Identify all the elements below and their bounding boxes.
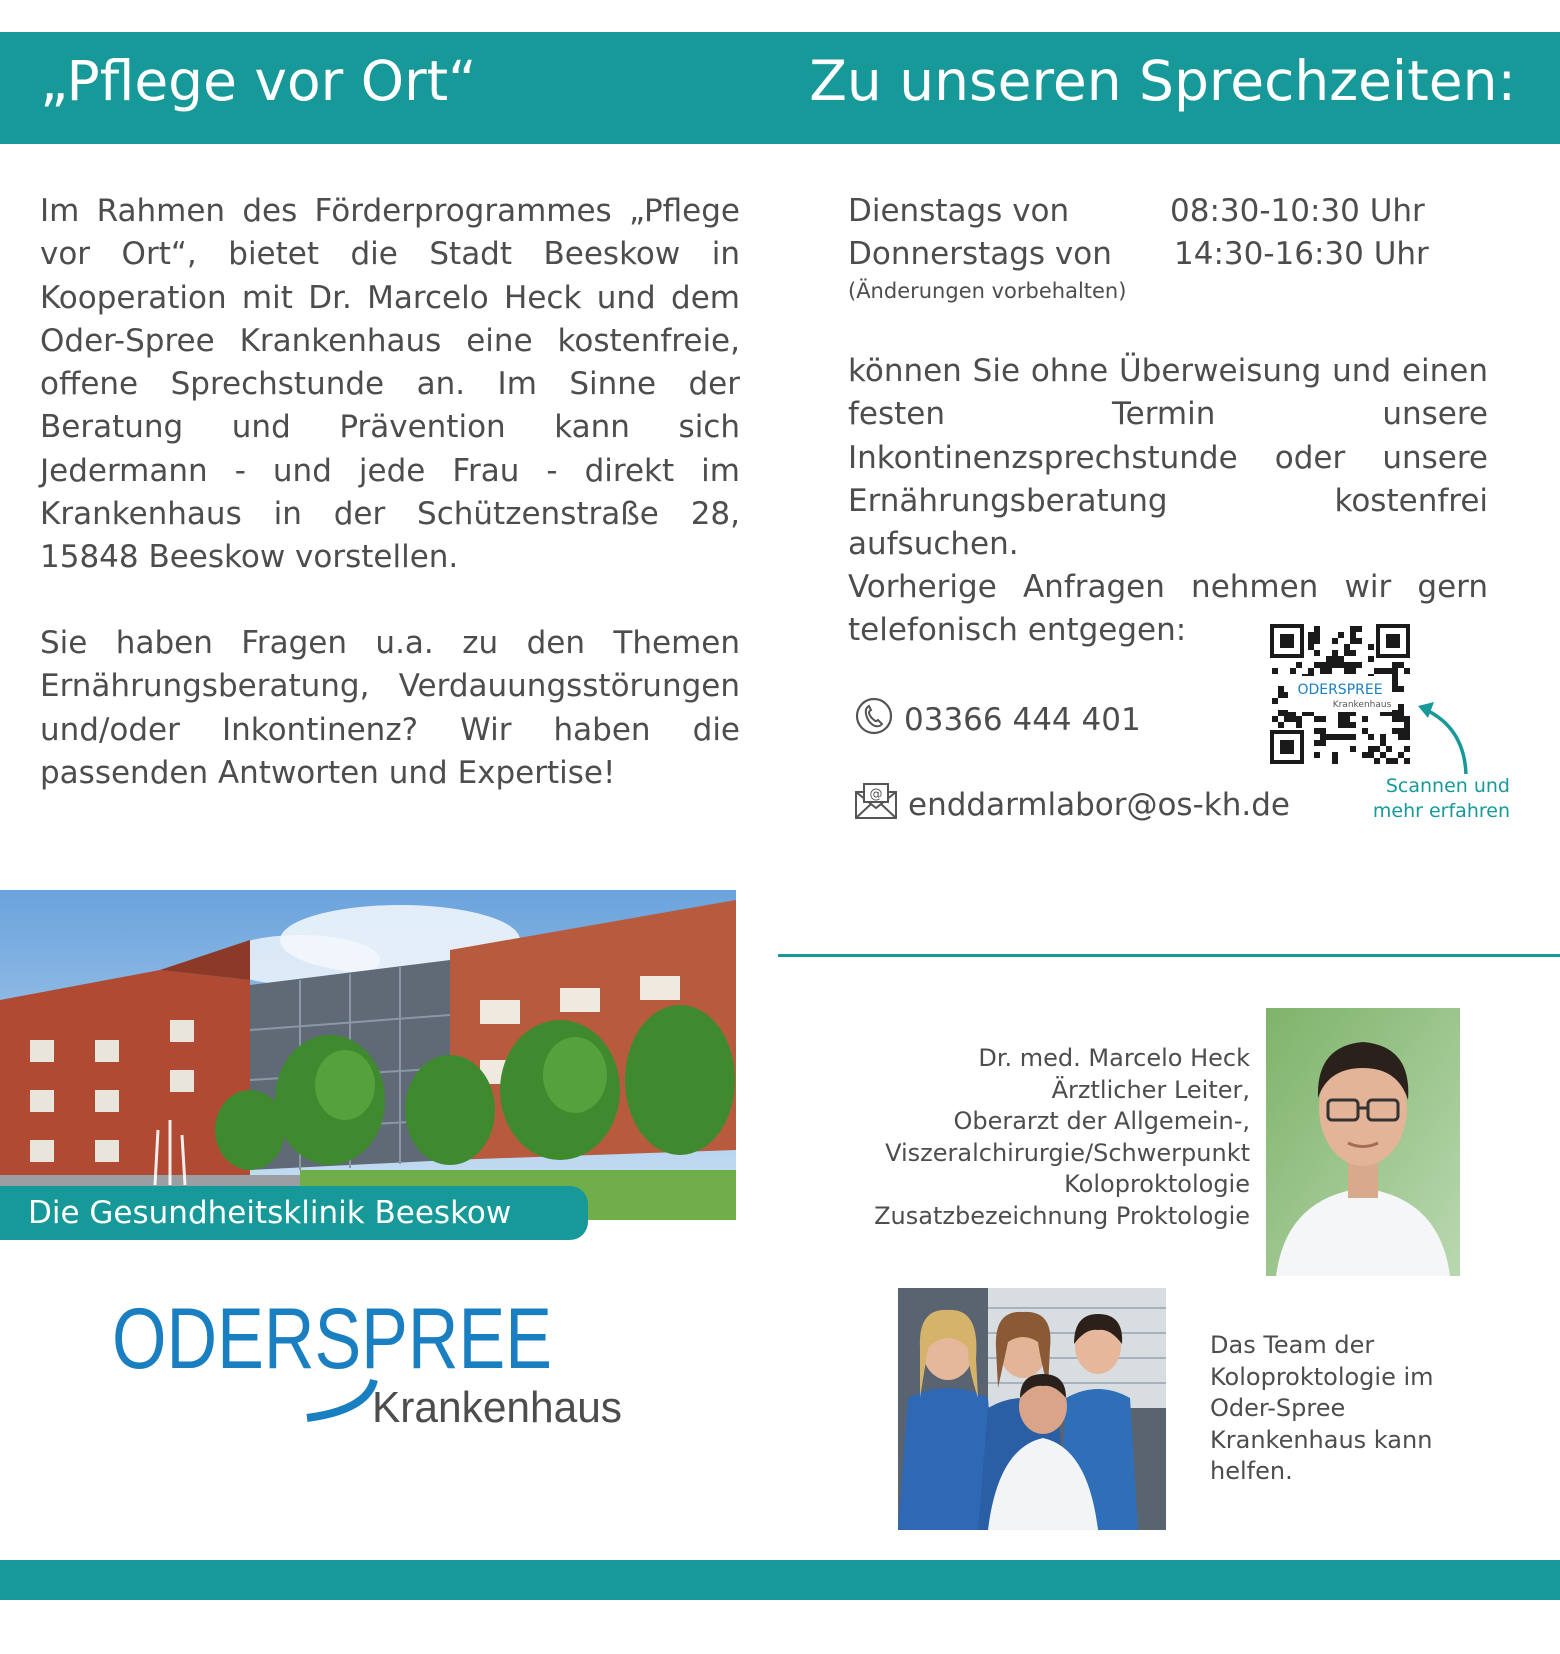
qr-module [1338, 632, 1344, 638]
questions-paragraph: Sie haben Fragen u.a. zu den Themen Ernährungsberatung, Verdauungsstörungen und/oder Inkontinenz? Wir haben die passenden Antworten und Expertise! [40, 625, 740, 791]
team-line: helfen. [1210, 1457, 1293, 1485]
qr-module [1326, 734, 1332, 740]
qr-module [1380, 752, 1386, 758]
qr-logo-top: ODERSPREE [1297, 682, 1383, 698]
qr-module [1290, 668, 1296, 674]
qr-module [1338, 716, 1344, 722]
qr-module [1272, 668, 1278, 674]
qr-module [1398, 734, 1404, 740]
team-line: Das Team der [1210, 1331, 1375, 1359]
doctor-line: Oberarzt der Allgemein-, [953, 1107, 1250, 1135]
consultation-paragraph: können Sie ohne Überweisung und einen festen Termin unsere Inkontinenzsprechstunde oder unsere Ernährungsberatung kostenfrei aufsuchen. [848, 353, 1488, 563]
section-divider [778, 954, 1560, 957]
qr-module [1278, 710, 1284, 716]
doctor-info [874, 1043, 1250, 1232]
office-hours [848, 190, 1488, 306]
qr-module [1380, 734, 1386, 740]
qr-module [1332, 752, 1338, 758]
qr-module [1404, 668, 1410, 674]
qr-module [1272, 698, 1278, 704]
qr-module [1314, 740, 1320, 746]
svg-text:@: @ [869, 787, 883, 802]
qr-module [1296, 722, 1302, 728]
inquiry-paragraph: Vorherige Anfragen nehmen wir gern telefonisch entgegen: [848, 569, 1488, 649]
qr-module [1344, 716, 1350, 722]
qr-module [1332, 662, 1338, 668]
qr-module [1308, 668, 1314, 674]
qr-module [1320, 728, 1326, 734]
qr-module [1338, 662, 1344, 668]
qr-module [1398, 662, 1404, 668]
qr-module [1392, 716, 1398, 722]
qr-module [1344, 734, 1350, 740]
qr-module [1278, 722, 1284, 728]
team-line: Krankenhaus kann [1210, 1425, 1433, 1454]
qr-module [1326, 656, 1332, 662]
qr-module [1392, 662, 1398, 668]
qr-module [1320, 662, 1326, 668]
qr-module [1374, 758, 1380, 764]
hospital-photo [0, 890, 736, 1220]
qr-module [1392, 674, 1398, 680]
qr-module [1404, 716, 1410, 722]
hours-row-tuesday [848, 190, 1488, 233]
qr-module [1404, 746, 1410, 752]
qr-module [1392, 680, 1398, 686]
logo-bottom: Krankenhaus [372, 1383, 622, 1432]
qr-module [1314, 752, 1320, 758]
oderspree-logo [112, 1292, 632, 1436]
qr-module [1398, 728, 1404, 734]
qr-module [1320, 668, 1326, 674]
qr-module [1368, 734, 1374, 740]
qr-module [1308, 632, 1314, 638]
hours-day: Dienstags von [848, 193, 1070, 229]
qr-module [1386, 668, 1392, 674]
qr-module [1356, 662, 1362, 668]
qr-module [1368, 644, 1374, 650]
doctor-line: Ärztlicher Leiter, [1051, 1075, 1250, 1104]
qr-module [1374, 668, 1380, 674]
qr-module [1392, 710, 1398, 716]
qr-module [1392, 668, 1398, 674]
qr-module [1404, 734, 1410, 740]
qr-module [1344, 650, 1350, 656]
qr-module [1332, 758, 1338, 764]
qr-module [1296, 662, 1302, 668]
qr-module [1392, 728, 1398, 734]
phone-contact[interactable] [854, 696, 1141, 744]
doctor-photo [1266, 1008, 1460, 1276]
qr-module [1344, 722, 1350, 728]
left-section-title: „Pflege vor Ort“ [40, 49, 477, 113]
hours-row-thursday [848, 233, 1488, 276]
qr-module [1350, 638, 1356, 644]
qr-module [1350, 668, 1356, 674]
qr-module [1278, 692, 1284, 698]
qr-module [1314, 632, 1320, 638]
qr-module [1296, 716, 1302, 722]
hours-note: (Änderungen vorbehalten) [848, 279, 1127, 303]
qr-module [1344, 668, 1350, 674]
qr-module [1398, 716, 1404, 722]
qr-module [1350, 632, 1356, 638]
team-line: Koloproktologie im [1210, 1362, 1434, 1391]
qr-module [1362, 716, 1368, 722]
hours-time: 08:30-10:30 Uhr [1170, 193, 1425, 229]
qr-module [1320, 740, 1326, 746]
qr-module [1320, 716, 1326, 722]
qr-module [1380, 668, 1386, 674]
team-info [1210, 1330, 1434, 1488]
qr-module [1338, 656, 1344, 662]
qr-module [1272, 716, 1278, 722]
qr-module [1314, 638, 1320, 644]
logo-top: ODERSPREE [112, 1292, 552, 1387]
qr-module [1404, 722, 1410, 728]
qr-logo-bottom: Krankenhaus [1332, 700, 1392, 710]
hours-day: Donnerstags von [848, 236, 1112, 272]
qr-module [1314, 650, 1320, 656]
qr-code[interactable] [1270, 624, 1410, 764]
qr-module [1392, 686, 1398, 692]
qr-module [1398, 710, 1404, 716]
qr-module [1386, 758, 1392, 764]
arrow-icon [1414, 698, 1474, 782]
qr-module [1308, 638, 1314, 644]
right-section-title: Zu unseren Sprechzeiten: [809, 49, 1516, 113]
qr-module [1368, 752, 1374, 758]
qr-module [1344, 662, 1350, 668]
qr-module [1350, 626, 1356, 632]
qr-module [1332, 650, 1338, 656]
team-line: Oder-Spree [1210, 1394, 1346, 1422]
qr-module [1356, 626, 1362, 632]
qr-module [1362, 728, 1368, 734]
qr-module [1326, 668, 1332, 674]
qr-module [1326, 662, 1332, 668]
qr-module [1284, 716, 1290, 722]
qr-module [1332, 638, 1338, 644]
qr-module [1350, 722, 1356, 728]
qr-module [1314, 662, 1320, 668]
qr-module [1392, 758, 1398, 764]
email-contact[interactable] [854, 782, 1290, 828]
qr-module [1320, 734, 1326, 740]
qr-module [1368, 746, 1374, 752]
qr-module [1356, 638, 1362, 644]
doctor-line: Viszeralchirurgie/Schwerpunkt [885, 1138, 1250, 1167]
scan-hint [1340, 774, 1510, 824]
qr-module [1338, 734, 1344, 740]
hospital-caption: Die Gesundheitsklinik Beeskow [0, 1186, 588, 1240]
qr-module [1380, 740, 1386, 746]
doctor-line: Koloproktologie [1064, 1170, 1250, 1198]
qr-module [1374, 746, 1380, 752]
qr-module [1404, 728, 1410, 734]
doctor-line: Dr. med. Marcelo Heck [978, 1044, 1250, 1072]
qr-module [1398, 704, 1404, 710]
qr-module [1386, 746, 1392, 752]
qr-module [1314, 728, 1320, 734]
mail-icon [854, 782, 898, 828]
qr-module [1332, 734, 1338, 740]
qr-module [1344, 644, 1350, 650]
scan-line-2: mehr erfahren [1372, 800, 1510, 822]
qr-module [1368, 656, 1374, 662]
hours-time: 14:30-16:30 Uhr [1174, 236, 1429, 272]
footer-band [0, 1560, 1560, 1600]
phone-number: 03366 444 401 [904, 702, 1141, 738]
intro-paragraph: Im Rahmen des Förderprogrammes „Pflege vor Ort“, bietet die Stadt Beeskow in Kooperation mit Dr. Marcelo Heck und dem Oder-Spree Krankenhaus eine kostenfreie, offene Sprechstunde an. Im Sinne der Beratung und Prävention kann sich Jedermann - und jede Frau - direkt im Krankenhaus in der Schützenstraße 28, 15848 Beeskow vorstellen. [40, 193, 740, 576]
phone-icon [854, 696, 894, 744]
qr-module [1290, 716, 1296, 722]
qr-module [1404, 758, 1410, 764]
qr-module [1350, 650, 1356, 656]
doctor-line: Zusatzbezeichnung Proktologie [874, 1201, 1250, 1230]
qr-module [1350, 746, 1356, 752]
qr-module [1350, 734, 1356, 740]
qr-module [1278, 686, 1284, 692]
qr-module [1308, 644, 1314, 650]
qr-module [1332, 656, 1338, 662]
qr-module [1398, 752, 1404, 758]
team-photo [898, 1288, 1166, 1530]
qr-module [1314, 626, 1320, 632]
email-address: enddarmlabor@os-kh.de [908, 787, 1290, 823]
qr-module [1338, 722, 1344, 728]
qr-module [1398, 686, 1404, 692]
qr-module [1314, 716, 1320, 722]
qr-module [1350, 662, 1356, 668]
scan-line-1: Scannen und [1385, 775, 1510, 797]
qr-module [1362, 752, 1368, 758]
